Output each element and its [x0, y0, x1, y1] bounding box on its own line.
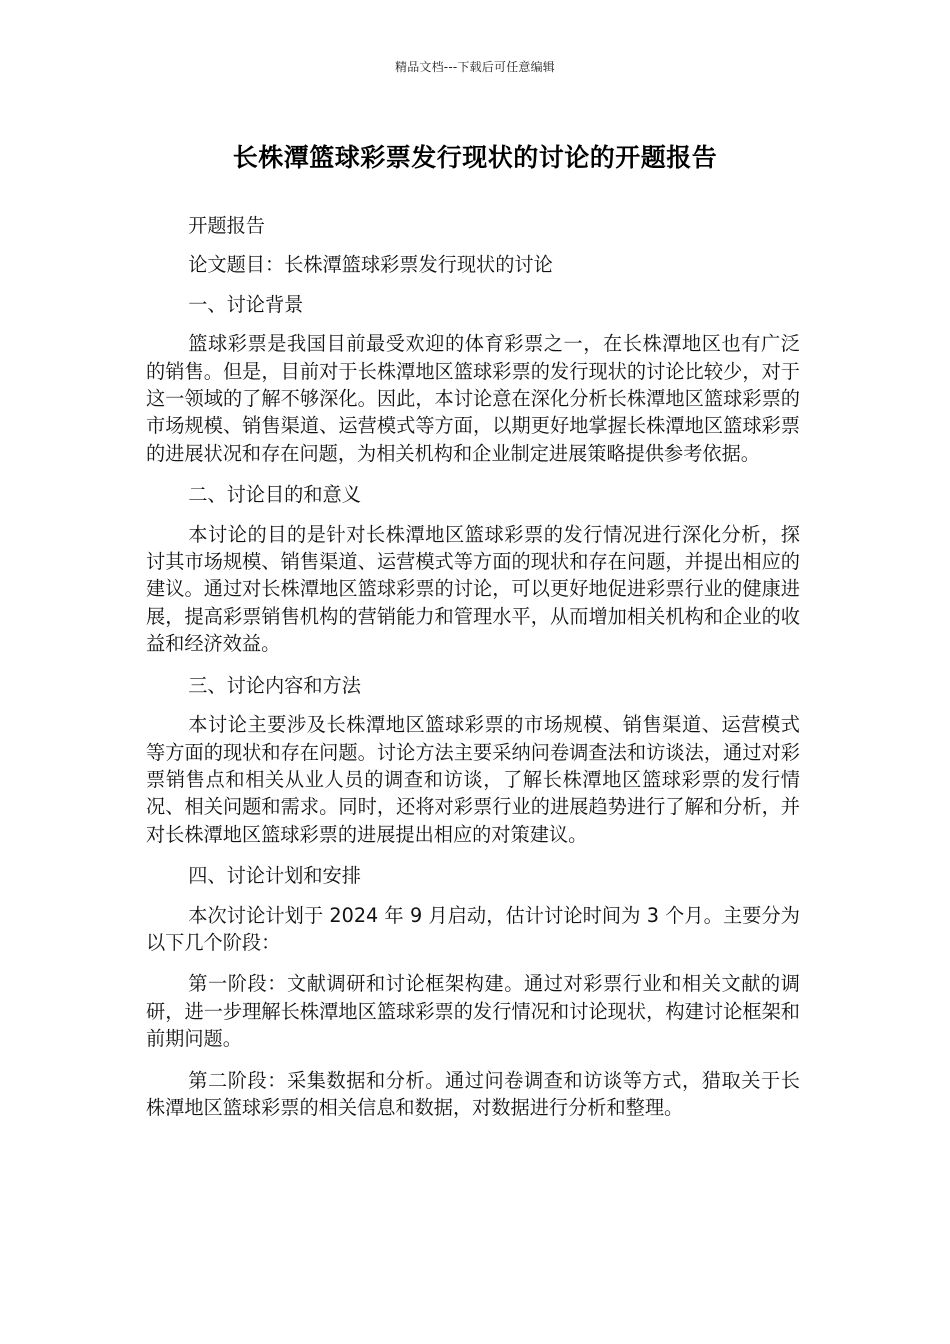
paragraph-report-label: 开题报告	[188, 214, 265, 237]
paragraph-content-method: 本讨论主要涉及长株潭地区篮球彩票的市场规模、销售渠道、运营模式等方面的现状和存在问题。讨论方法主要采纳问卷调查法和访谈法，通过对彩票销售点和相关从业人员的调查和访谈，了解长株潭地区篮球彩票的发行情况、相关问题和需求。同时，还将对彩票行业的进展趋势进行了解和分析，并对长株潭地区篮球彩票的进展提出相应的对策建议。	[146, 713, 800, 846]
paragraph-stage-two: 第二阶段：采集数据和分析。通过问卷调查和访谈等方式，猎取关于长株潭地区篮球彩票的相关信息和数据，对数据进行分析和整理。	[146, 1068, 800, 1119]
paragraph-purpose: 本讨论的目的是针对长株潭地区篮球彩票的发行情况进行深化分析，探讨其市场规模、销售渠道、运营模式等方面的现状和存在问题，并提出相应的建议。通过对长株潭地区篮球彩票的讨论，可以更好地促进彩票行业的健康进展，提高彩票销售机构的营销能力和管理水平，从而增加相关机构和企业的收益和经济效益。	[146, 522, 800, 656]
header-note: 精品文档---下载后可任意编辑	[395, 60, 555, 74]
section-heading-plan: 四、讨论计划和安排	[188, 864, 361, 888]
section-heading-purpose: 二、讨论目的和意义	[188, 483, 361, 507]
document-body	[146, 212, 800, 1133]
paragraph-plan-intro: 本次讨论计划于 2024 年 9 月启动，估计讨论时间为 3 个月。主要分为以下几个阶段：	[146, 903, 800, 954]
section-heading-background: 一、讨论背景	[188, 292, 304, 316]
paragraph-background: 篮球彩票是我国目前最受欢迎的体育彩票之一，在长株潭地区也有广泛的销售。但是，目前对于长株潭地区篮球彩票的发行现状的讨论比较少，对于这一领域的了解不够深化。因此，本讨论意在深化分析长株潭地区篮球彩票的市场规模、销售渠道、运营模式等方面，以期更好地掌握长株潭地区篮球彩票的进展状况和存在问题，为相关机构和企业制定进展策略提供参考依据。	[146, 332, 800, 465]
paragraph-stage-one: 第一阶段：文献调研和讨论框架构建。通过对彩票行业和相关文献的调研，进一步理解长株潭地区篮球彩票的发行情况和讨论现状，构建讨论框架和前期问题。	[146, 972, 800, 1051]
document-title: 长株潭篮球彩票发行现状的讨论的开题报告	[232, 143, 718, 172]
section-heading-content-method: 三、讨论内容和方法	[188, 673, 361, 697]
paragraph-thesis-title: 论文题目：长株潭篮球彩票发行现状的讨论	[188, 253, 553, 277]
